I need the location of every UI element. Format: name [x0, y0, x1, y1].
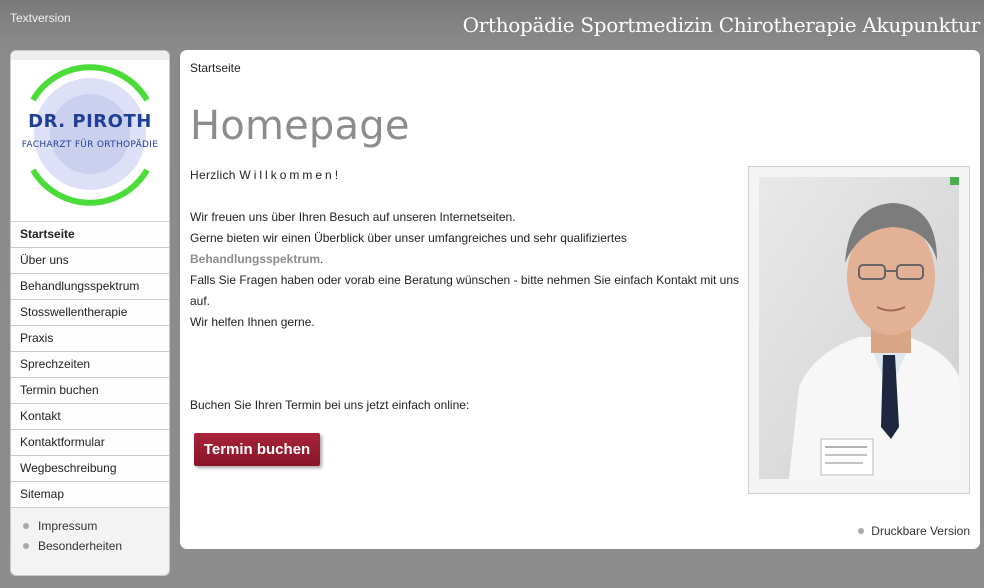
sidebar [10, 50, 170, 576]
welcome-line [190, 165, 745, 186]
intro-line-4: Wir helfen Ihnen gerne. [190, 315, 315, 329]
sidebar-item-startseite[interactable]: Startseite [11, 222, 169, 248]
print-link-label: Druckbare Version [871, 524, 970, 538]
main-content [180, 50, 980, 549]
sidebar-item-ueber-uns[interactable]: Über uns [11, 248, 169, 274]
sidebar-item-wegbeschreibung[interactable]: Wegbeschreibung [11, 456, 169, 482]
bullet-icon [23, 523, 29, 529]
intro-line-1: Wir freuen uns über Ihren Besuch auf unseren Internetseiten. [190, 210, 516, 224]
welcome-prefix: Herzlich [190, 168, 240, 182]
doctor-portrait-image [759, 177, 959, 479]
booking-text: Buchen Sie Ihren Termin bei uns jetzt einfach online: [190, 398, 470, 412]
behandlungsspektrum-link[interactable]: Behandlungsspektrum [190, 252, 321, 266]
termin-buchen-button[interactable]: Termin buchen [194, 433, 320, 466]
logo[interactable] [11, 51, 169, 222]
sidebar-item-kontakt[interactable]: Kontakt [11, 404, 169, 430]
subnav-item-impressum[interactable] [11, 516, 169, 536]
subnav-item-label: Besonderheiten [38, 539, 123, 553]
bullet-icon [23, 543, 29, 549]
sidebar-subnav [11, 508, 169, 556]
intro-line-link [190, 249, 745, 270]
sidebar-item-kontaktformular[interactable]: Kontaktformular [11, 430, 169, 456]
page-title: Homepage [190, 103, 410, 149]
site-slogan: Orthopädie Sportmedizin Chirotherapie Akupunktur [462, 13, 980, 37]
welcome-spaced: Willkommen! [239, 168, 342, 182]
textversion-link[interactable]: Textversion [10, 11, 71, 25]
breadcrumb[interactable]: Startseite [190, 61, 241, 75]
sidebar-item-sprechzeiten[interactable]: Sprechzeiten [11, 352, 169, 378]
logo-subtitle: FACHARZT FÜR ORTHOPÄDIE [21, 140, 159, 150]
sidebar-nav [11, 222, 169, 508]
sidebar-item-stosswellentherapie[interactable]: Stosswellentherapie [11, 300, 169, 326]
welcome-text [190, 165, 745, 333]
sidebar-item-praxis[interactable]: Praxis [11, 326, 169, 352]
subnav-item-label: Impressum [38, 519, 98, 533]
sidebar-item-behandlungsspektrum[interactable]: Behandlungsspektrum [11, 274, 169, 300]
sidebar-item-termin-buchen[interactable]: Termin buchen [11, 378, 169, 404]
intro-line-2: Gerne bieten wir einen Überblick über unser umfangreiches und sehr qualifiziertes [190, 231, 627, 245]
print-version-link[interactable] [858, 524, 970, 538]
sidebar-item-sitemap[interactable]: Sitemap [11, 482, 169, 508]
link-suffix: . [320, 252, 324, 266]
intro-line-3: Falls Sie Fragen haben oder vorab eine Beratung wünschen - bitte nehmen Sie einfach Kontakt mit uns auf. [190, 273, 739, 308]
doctor-photo [748, 166, 970, 494]
bullet-icon [858, 528, 864, 534]
logo-name: DR. PIROTH [28, 111, 152, 132]
subnav-item-besonderheiten[interactable] [11, 536, 169, 556]
header-bar [0, 0, 984, 48]
